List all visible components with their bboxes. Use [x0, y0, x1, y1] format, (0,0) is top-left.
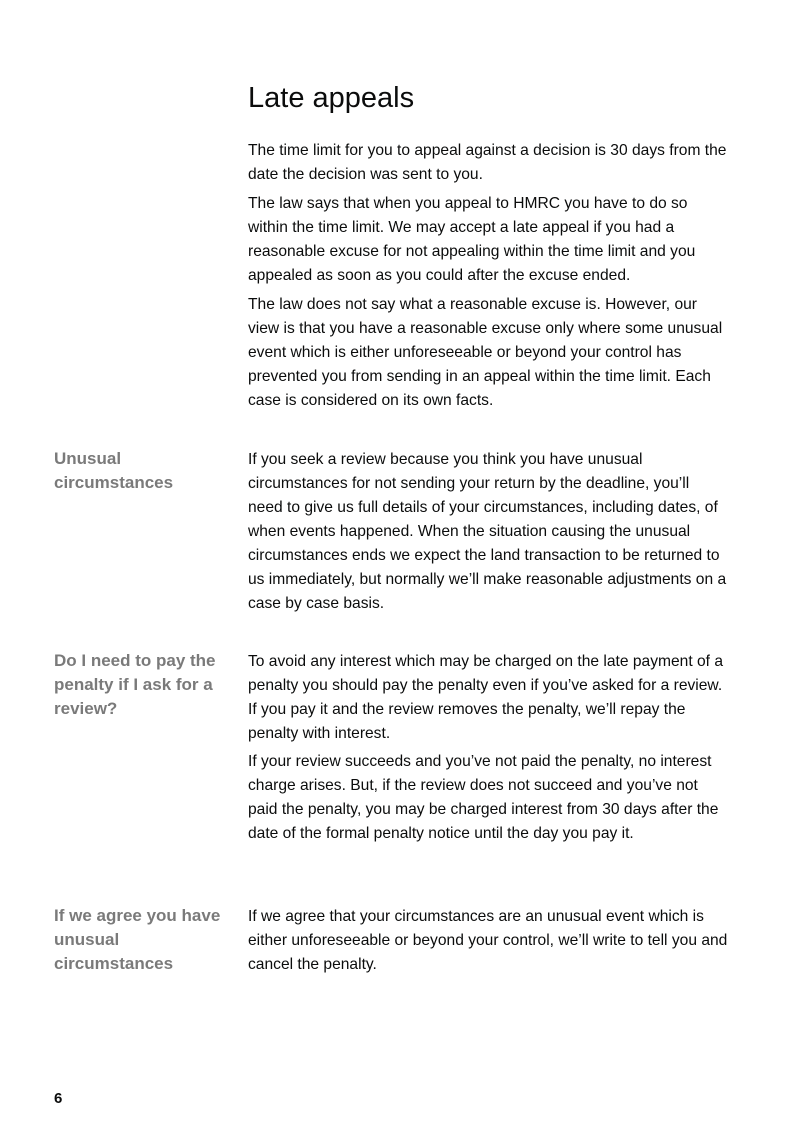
page-title: Late appeals	[248, 82, 415, 114]
unusual-circumstances-paragraph: If you seek a review because you think you have unusual circumstances for not sending your return by the deadline, you’ll need to give us full details of your circumstances, including dates, of when events happened. When the situation causing the unusual circumstances ends we expect the land transaction to be returned to us immediately, but normally we’ll make reasonable adjustments on a case by case basis.	[248, 451, 727, 612]
pay-penalty-paragraph-1: To avoid any interest which may be charged on the late payment of a penalty you should pay the penalty even if you’ve asked for a review. If you pay it and the review removes the penalty, we’ll repay the penalty with interest.	[248, 653, 724, 742]
agree-unusual-paragraph: If we agree that your circumstances are an unusual event which is either unforeseeable or beyond your control, we’ll write to tell you and cancel the penalty.	[248, 908, 728, 973]
page-number: 6	[54, 1090, 63, 1107]
late-appeals-paragraph-2: The law says that when you appeal to HMRC you have to do so within the time limit. We may accept a late appeal if you had a reasonable excuse for not appealing within the time limit and you appealed as soon as you could after the excuse ended.	[248, 195, 696, 284]
late-appeals-paragraph-1: The time limit for you to appeal against a decision is 30 days from the date the decision was sent to you.	[248, 142, 727, 183]
late-appeals-paragraph-3: The law does not say what a reasonable excuse is. However, our view is that you have a reasonable excuse only where some unusual event which is either unforeseeable or beyond your control has prevented you from sending in an appeal within the time limit. Each case is considered on its own facts.	[248, 296, 723, 409]
agree-unusual-heading: If we agree you have unusual circumstances	[54, 906, 221, 973]
pay-penalty-paragraph-2: If your review succeeds and you’ve not paid the penalty, no interest charge arises. But, if the review does not succeed and you’ve not paid the penalty, you may be charged interest from 30 days after the date of the formal penalty notice until the day you pay it.	[248, 753, 719, 842]
pay-penalty-heading: Do I need to pay the penalty if I ask for a review?	[54, 651, 216, 718]
unusual-circumstances-heading: Unusual circumstances	[54, 449, 174, 492]
